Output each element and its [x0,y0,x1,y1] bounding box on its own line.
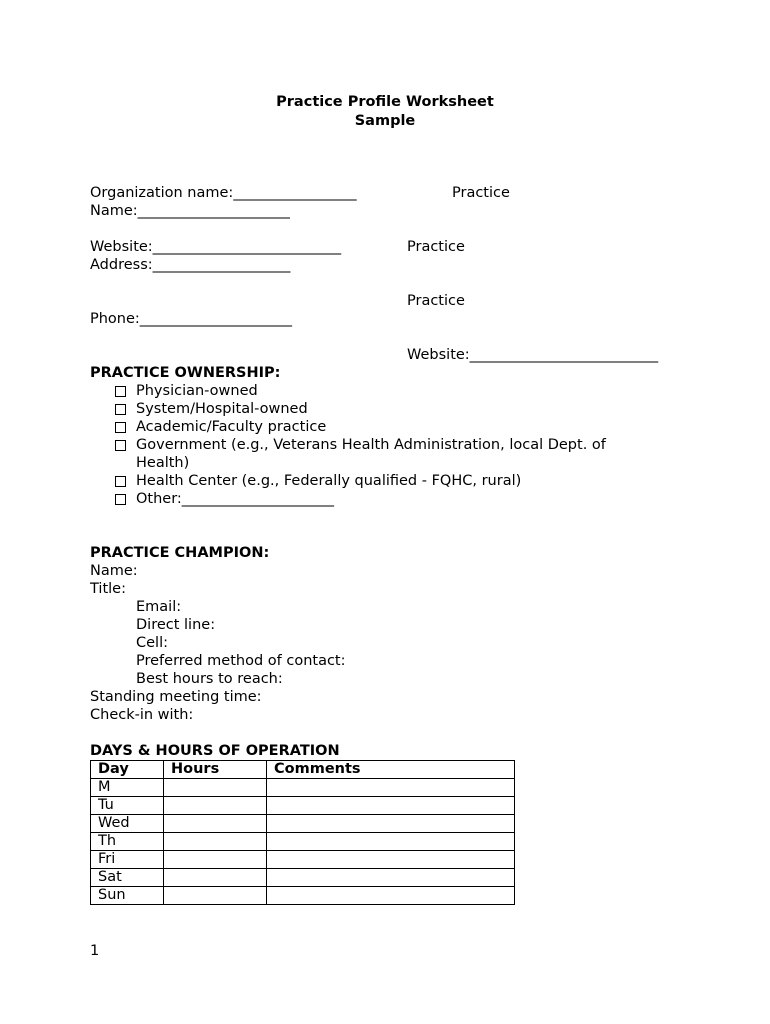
table-row [91,815,515,833]
standing-meeting-time: Standing meeting time: [90,689,262,705]
option-academic: Academic/Faculty practice [136,419,327,435]
comments-cell[interactable] [267,779,515,797]
option-health-center: Health Center (e.g., Federally qualified - FQHC, rural) [136,473,522,489]
hours-heading: DAYS & HOURS OF OPERATION [90,743,340,759]
day-cell: Tu [91,797,164,815]
checkbox-academic[interactable] [115,422,126,433]
col-day: Day [91,761,164,779]
day-cell: Sun [91,887,164,905]
website-field[interactable]: Website:__________________________ [90,239,342,255]
checkbox-other[interactable] [115,494,126,505]
org-name-field[interactable]: Organization name:_________________ [90,185,357,201]
champion-best-hours: Best hours to reach: [136,671,283,687]
col-hours: Hours [164,761,267,779]
hours-cell[interactable] [164,851,267,869]
comments-cell[interactable] [267,797,515,815]
checkbox-health-center[interactable] [115,476,126,487]
comments-cell[interactable] [267,869,515,887]
checkbox-physician-owned[interactable] [115,386,126,397]
comments-cell[interactable] [267,851,515,869]
check-in-with: Check-in with: [90,707,194,723]
table-row [91,869,515,887]
hours-cell[interactable] [164,779,267,797]
option-government-cont: Health) [136,455,190,471]
table-row [91,779,515,797]
comments-cell[interactable] [267,887,515,905]
phone-field[interactable]: Phone:_____________________ [90,311,293,327]
name-field[interactable]: Name:_____________________ [90,203,290,219]
doc-subtitle: Sample [354,113,416,129]
option-government: Government (e.g., Veterans Health Administration, local Dept. of [136,437,606,453]
comments-cell[interactable] [267,815,515,833]
hours-cell[interactable] [164,815,267,833]
practice-label-3: Practice [407,293,465,309]
table-row [91,797,515,815]
hours-cell[interactable] [164,887,267,905]
champion-title: Title: [90,581,126,597]
champion-heading: PRACTICE CHAMPION: [90,545,270,561]
table-header-row [91,761,515,779]
champion-preferred-contact: Preferred method of contact: [136,653,346,669]
col-comments: Comments [267,761,515,779]
day-cell: Fri [91,851,164,869]
option-system-hospital: System/Hospital-owned [136,401,308,417]
address-field[interactable]: Address:___________________ [90,257,291,273]
day-cell: Sat [91,869,164,887]
champion-email: Email: [136,599,182,615]
day-cell: M [91,779,164,797]
practice-website-field[interactable]: Website:__________________________ [407,347,659,363]
checkbox-system-hospital[interactable] [115,404,126,415]
hours-cell[interactable] [164,869,267,887]
checkbox-government[interactable] [115,440,126,451]
table-row [91,851,515,869]
hours-cell[interactable] [164,833,267,851]
option-physician-owned: Physician-owned [136,383,258,399]
option-other[interactable]: Other:_____________________ [136,491,335,507]
champion-name: Name: [90,563,138,579]
page-number: 1 [90,943,100,959]
day-cell: Wed [91,815,164,833]
practice-label-2: Practice [407,239,465,255]
day-cell: Th [91,833,164,851]
comments-cell[interactable] [267,833,515,851]
ownership-heading: PRACTICE OWNERSHIP: [90,365,281,381]
champion-cell: Cell: [136,635,168,651]
table-row [91,833,515,851]
doc-title: Practice Profile Worksheet [276,94,494,110]
champion-direct-line: Direct line: [136,617,216,633]
practice-label-1: Practice [452,185,510,201]
hours-cell[interactable] [164,797,267,815]
hours-table [90,760,515,905]
table-row [91,887,515,905]
